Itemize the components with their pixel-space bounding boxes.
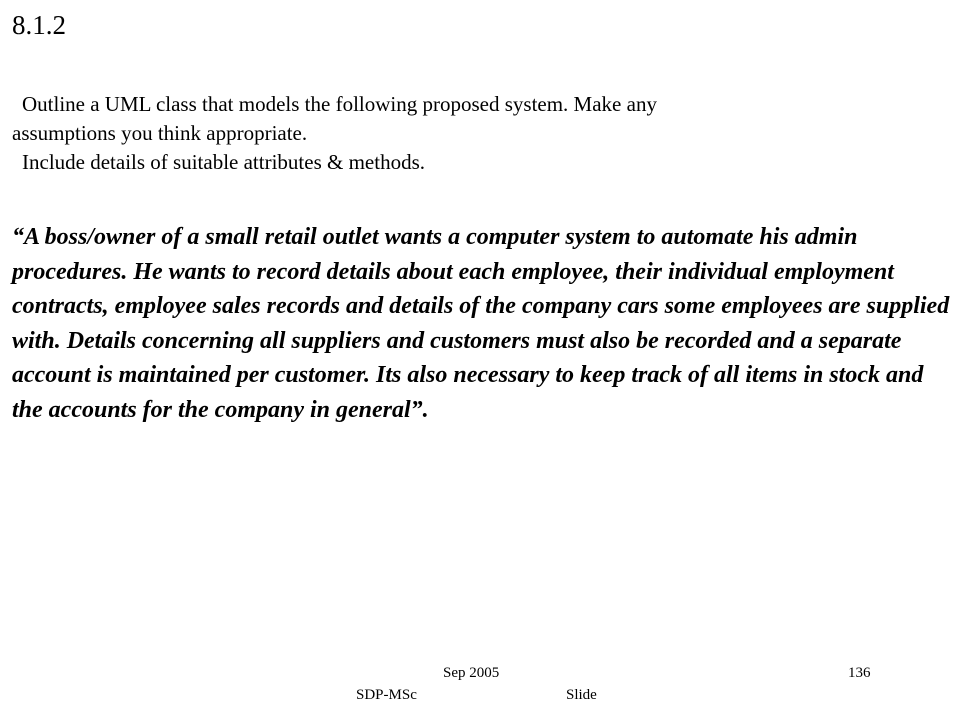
instructions-block — [12, 90, 912, 177]
instructions-line-2: assumptions you think appropriate. — [12, 121, 308, 145]
instructions-line-3: Include details of suitable attributes & methods. — [22, 150, 425, 174]
section-heading: 8.1.2 — [12, 10, 66, 40]
footer-date: Sep 2005 — [443, 665, 500, 681]
instructions-line-1: Outline a UML class that models the following proposed system. Make any — [22, 92, 657, 116]
scenario-quote: “A boss/owner of a small retail outlet wants a computer system to automate his admin procedures. He wants to record details about each employee, their individual employment contracts, employee sales records and details of the company cars some employees are supplied with. Details concerning all suppliers and customers must also be recorded and a separate account is maintained per customer. Its also necessary to keep track of all items in stock and the accounts for the company in general”. — [12, 224, 950, 423]
footer-slide-label: Slide — [566, 687, 597, 703]
footer-course: SDP-MSc — [356, 687, 417, 703]
footer-page-number: 136 — [848, 665, 871, 681]
